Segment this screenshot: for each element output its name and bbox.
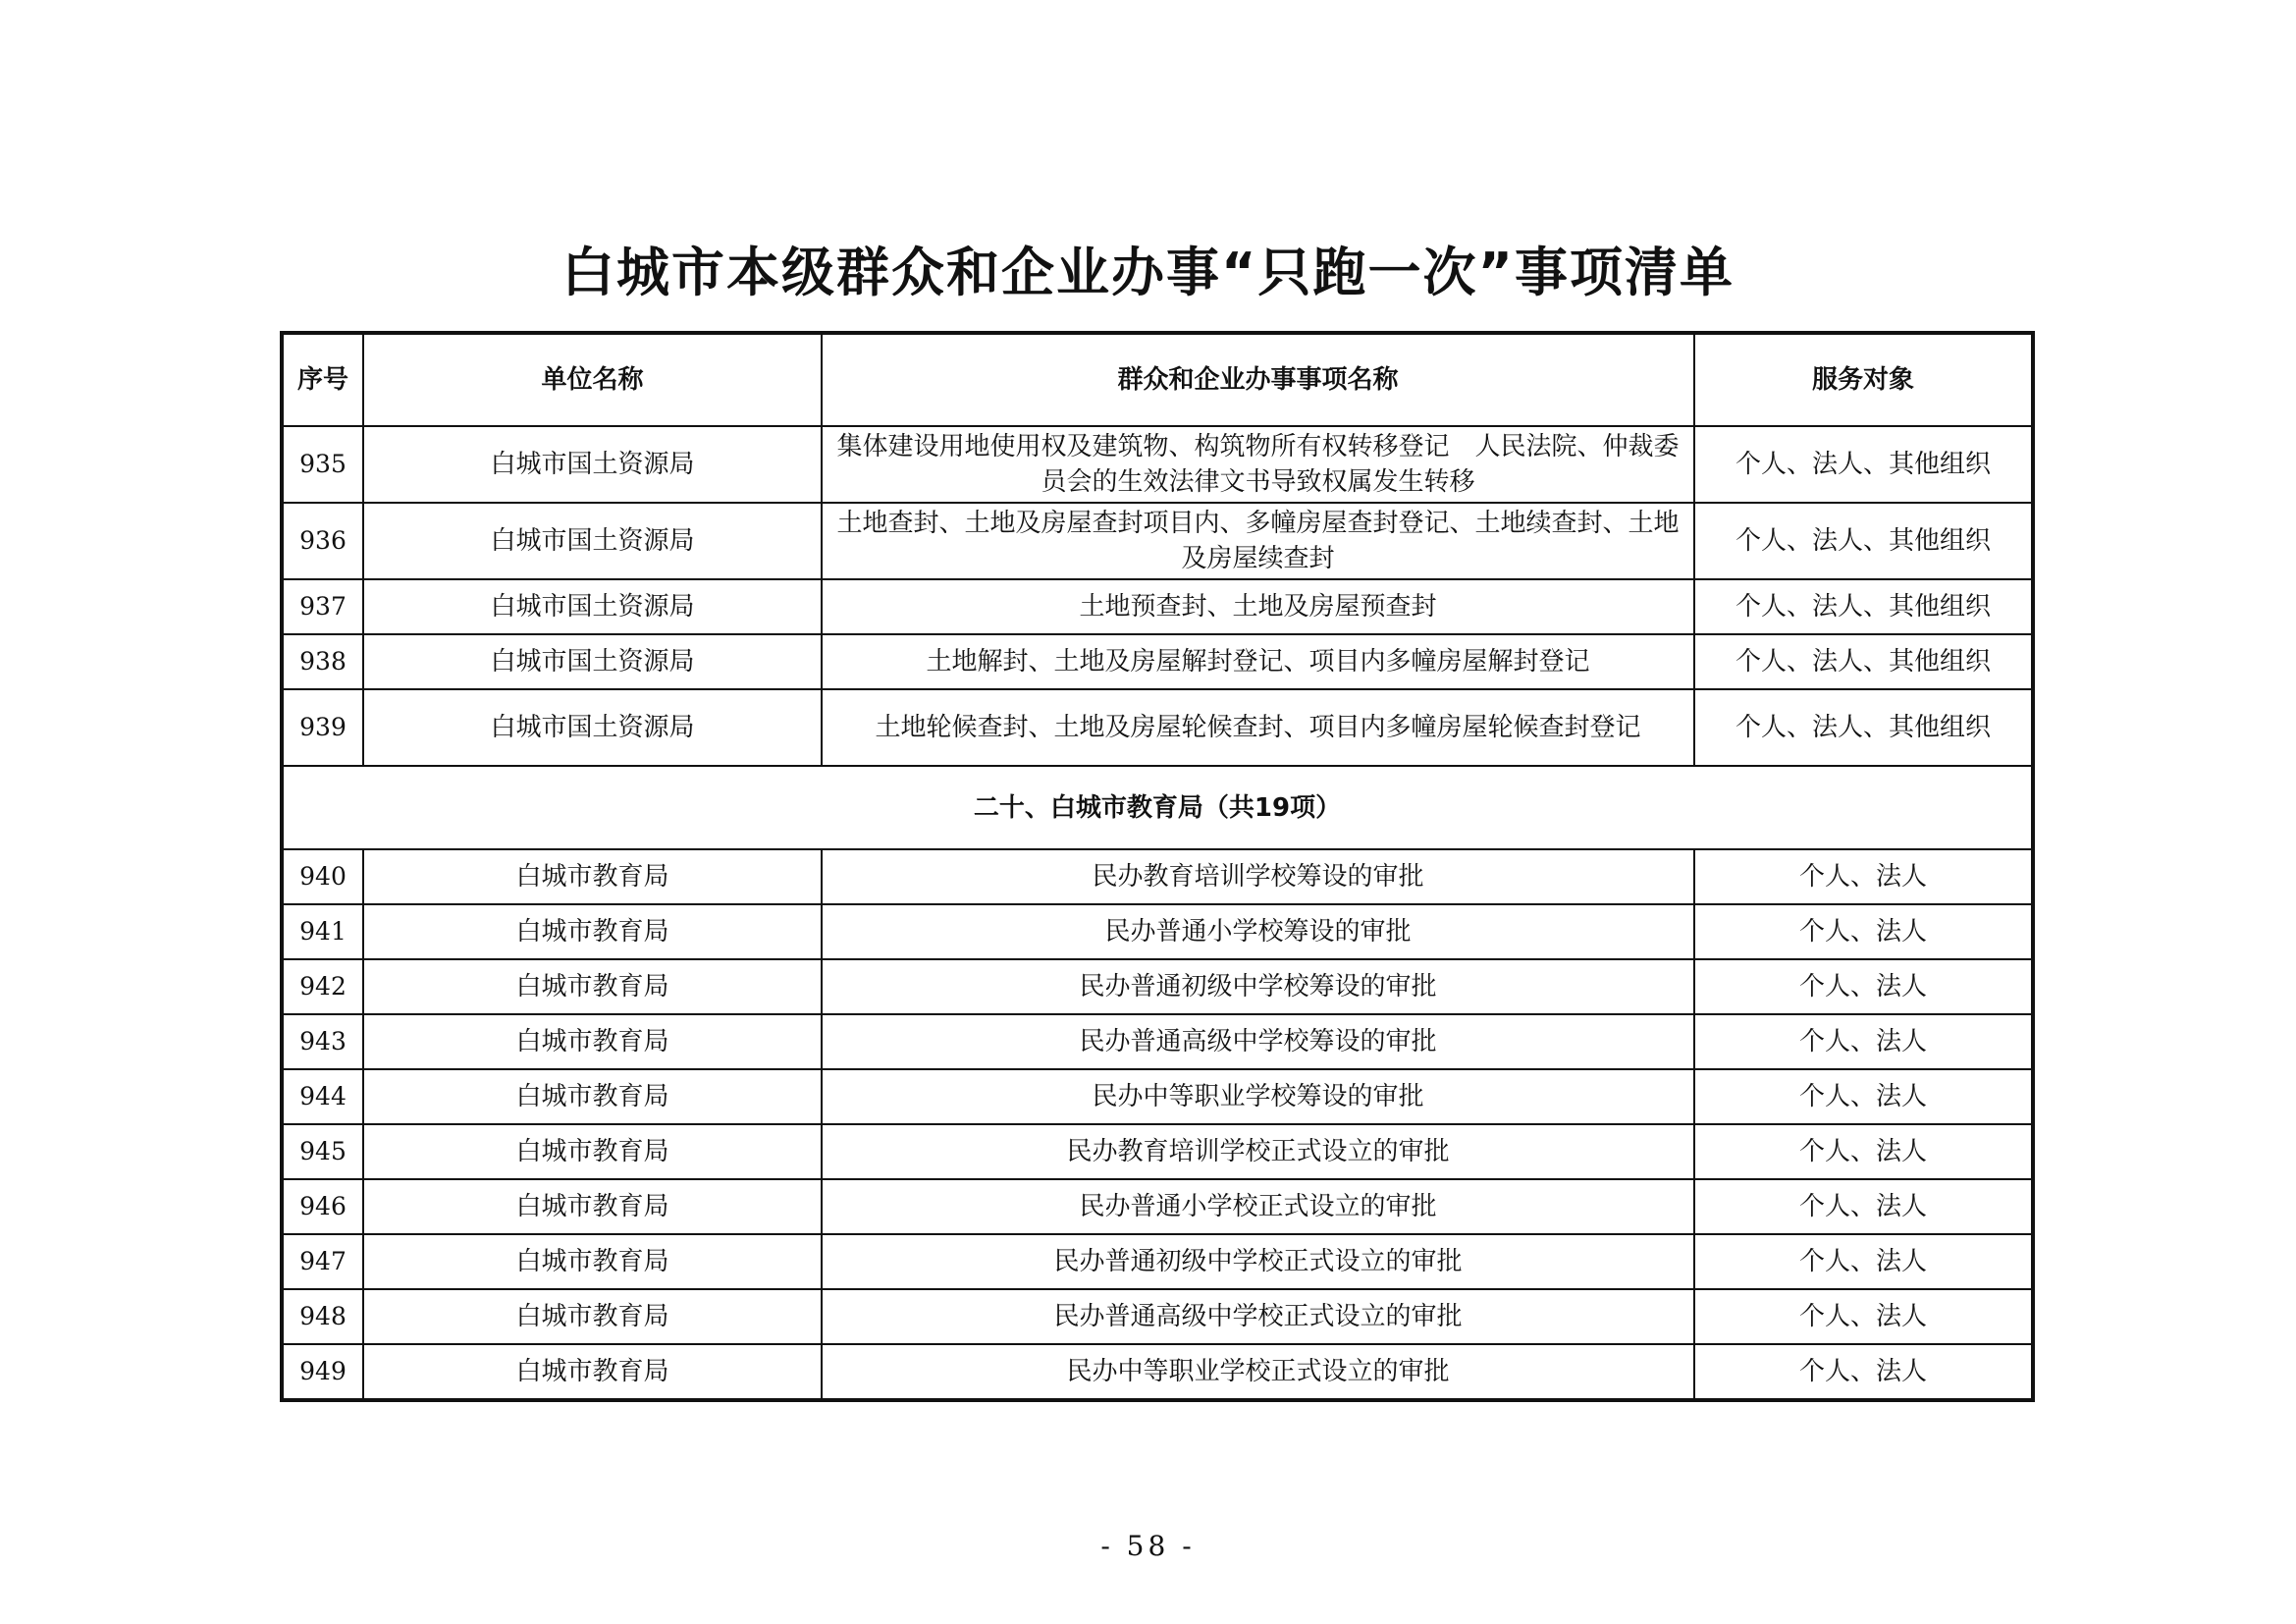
row-serial-number: 941 [282, 904, 363, 959]
row-service-target: 个人、法人 [1694, 849, 2033, 904]
row-service-target: 个人、法人 [1694, 1289, 2033, 1344]
row-item-name: 土地查封、土地及房屋查封项目内、多幢房屋查封登记、土地续查封、土地及房屋续查封 [822, 503, 1694, 579]
row-unit-name: 白城市教育局 [363, 959, 822, 1014]
table-row [282, 1069, 2033, 1124]
row-service-target: 个人、法人 [1694, 1069, 2033, 1124]
row-item-name: 土地解封、土地及房屋解封登记、项目内多幢房屋解封登记 [822, 634, 1694, 689]
row-item-name: 民办教育培训学校正式设立的审批 [822, 1124, 1694, 1179]
row-unit-name: 白城市国土资源局 [363, 426, 822, 503]
row-serial-number: 947 [282, 1234, 363, 1289]
table-row [282, 503, 2033, 579]
item-list-table [280, 331, 2035, 1402]
table-row [282, 1179, 2033, 1234]
row-service-target: 个人、法人 [1694, 1014, 2033, 1069]
row-service-target: 个人、法人、其他组织 [1694, 634, 2033, 689]
row-unit-name: 白城市国土资源局 [363, 579, 822, 634]
row-item-name: 民办普通高级中学校正式设立的审批 [822, 1289, 1694, 1344]
row-serial-number: 945 [282, 1124, 363, 1179]
row-unit-name: 白城市教育局 [363, 1014, 822, 1069]
row-service-target: 个人、法人、其他组织 [1694, 426, 2033, 503]
row-unit-name: 白城市教育局 [363, 1234, 822, 1289]
table-row [282, 689, 2033, 766]
row-unit-name: 白城市国土资源局 [363, 503, 822, 579]
row-serial-number: 944 [282, 1069, 363, 1124]
row-item-name: 土地预查封、土地及房屋预查封 [822, 579, 1694, 634]
row-serial-number: 949 [282, 1344, 363, 1400]
row-unit-name: 白城市教育局 [363, 1124, 822, 1179]
row-serial-number: 940 [282, 849, 363, 904]
row-service-target: 个人、法人 [1694, 959, 2033, 1014]
header-unit-name: 单位名称 [363, 333, 822, 426]
row-item-name: 民办普通小学校筹设的审批 [822, 904, 1694, 959]
row-unit-name: 白城市国土资源局 [363, 689, 822, 766]
header-service-target: 服务对象 [1694, 333, 2033, 426]
table-row [282, 849, 2033, 904]
row-unit-name: 白城市国土资源局 [363, 634, 822, 689]
table-row [282, 1344, 2033, 1400]
page-title: 白城市本级群众和企业办事“只跑一次”事项清单 [561, 242, 1735, 303]
row-service-target: 个人、法人 [1694, 904, 2033, 959]
header-serial-number: 序号 [282, 333, 363, 426]
row-unit-name: 白城市教育局 [363, 904, 822, 959]
row-service-target: 个人、法人 [1694, 1124, 2033, 1179]
row-item-name: 民办普通初级中学校筹设的审批 [822, 959, 1694, 1014]
row-item-name: 民办普通小学校正式设立的审批 [822, 1179, 1694, 1234]
section-header-row [282, 766, 2033, 849]
row-service-target: 个人、法人 [1694, 1344, 2033, 1400]
row-service-target: 个人、法人 [1694, 1234, 2033, 1289]
row-unit-name: 白城市教育局 [363, 1344, 822, 1400]
row-item-name: 民办中等职业学校筹设的审批 [822, 1069, 1694, 1124]
table-row [282, 426, 2033, 503]
table-row [282, 904, 2033, 959]
table-header-row [282, 333, 2033, 426]
row-item-name: 民办普通高级中学校筹设的审批 [822, 1014, 1694, 1069]
row-serial-number: 935 [282, 426, 363, 503]
header-item-name: 群众和企业办事事项名称 [822, 333, 1694, 426]
page-number: - 58 - [1100, 1530, 1196, 1562]
row-item-name: 民办普通初级中学校正式设立的审批 [822, 1234, 1694, 1289]
row-item-name: 土地轮候查封、土地及房屋轮候查封、项目内多幢房屋轮候查封登记 [822, 689, 1694, 766]
row-serial-number: 943 [282, 1014, 363, 1069]
table-row [282, 1234, 2033, 1289]
table-row [282, 1014, 2033, 1069]
table-row [282, 959, 2033, 1014]
row-unit-name: 白城市教育局 [363, 849, 822, 904]
row-service-target: 个人、法人 [1694, 1179, 2033, 1234]
row-item-name: 民办中等职业学校正式设立的审批 [822, 1344, 1694, 1400]
row-unit-name: 白城市教育局 [363, 1069, 822, 1124]
row-unit-name: 白城市教育局 [363, 1289, 822, 1344]
row-item-name: 民办教育培训学校筹设的审批 [822, 849, 1694, 904]
row-serial-number: 948 [282, 1289, 363, 1344]
row-service-target: 个人、法人、其他组织 [1694, 579, 2033, 634]
row-serial-number: 946 [282, 1179, 363, 1234]
row-serial-number: 942 [282, 959, 363, 1014]
section-title: 二十、白城市教育局（共19项） [282, 766, 2033, 849]
row-unit-name: 白城市教育局 [363, 1179, 822, 1234]
row-service-target: 个人、法人、其他组织 [1694, 689, 2033, 766]
row-item-name: 集体建设用地使用权及建筑物、构筑物所有权转移登记 人民法院、仲裁委员会的生效法律文书导致权属发生转移 [822, 426, 1694, 503]
row-serial-number: 938 [282, 634, 363, 689]
table-row [282, 1289, 2033, 1344]
table-row [282, 1124, 2033, 1179]
row-serial-number: 939 [282, 689, 363, 766]
table-row [282, 634, 2033, 689]
row-serial-number: 937 [282, 579, 363, 634]
row-serial-number: 936 [282, 503, 363, 579]
table-row [282, 579, 2033, 634]
row-service-target: 个人、法人、其他组织 [1694, 503, 2033, 579]
